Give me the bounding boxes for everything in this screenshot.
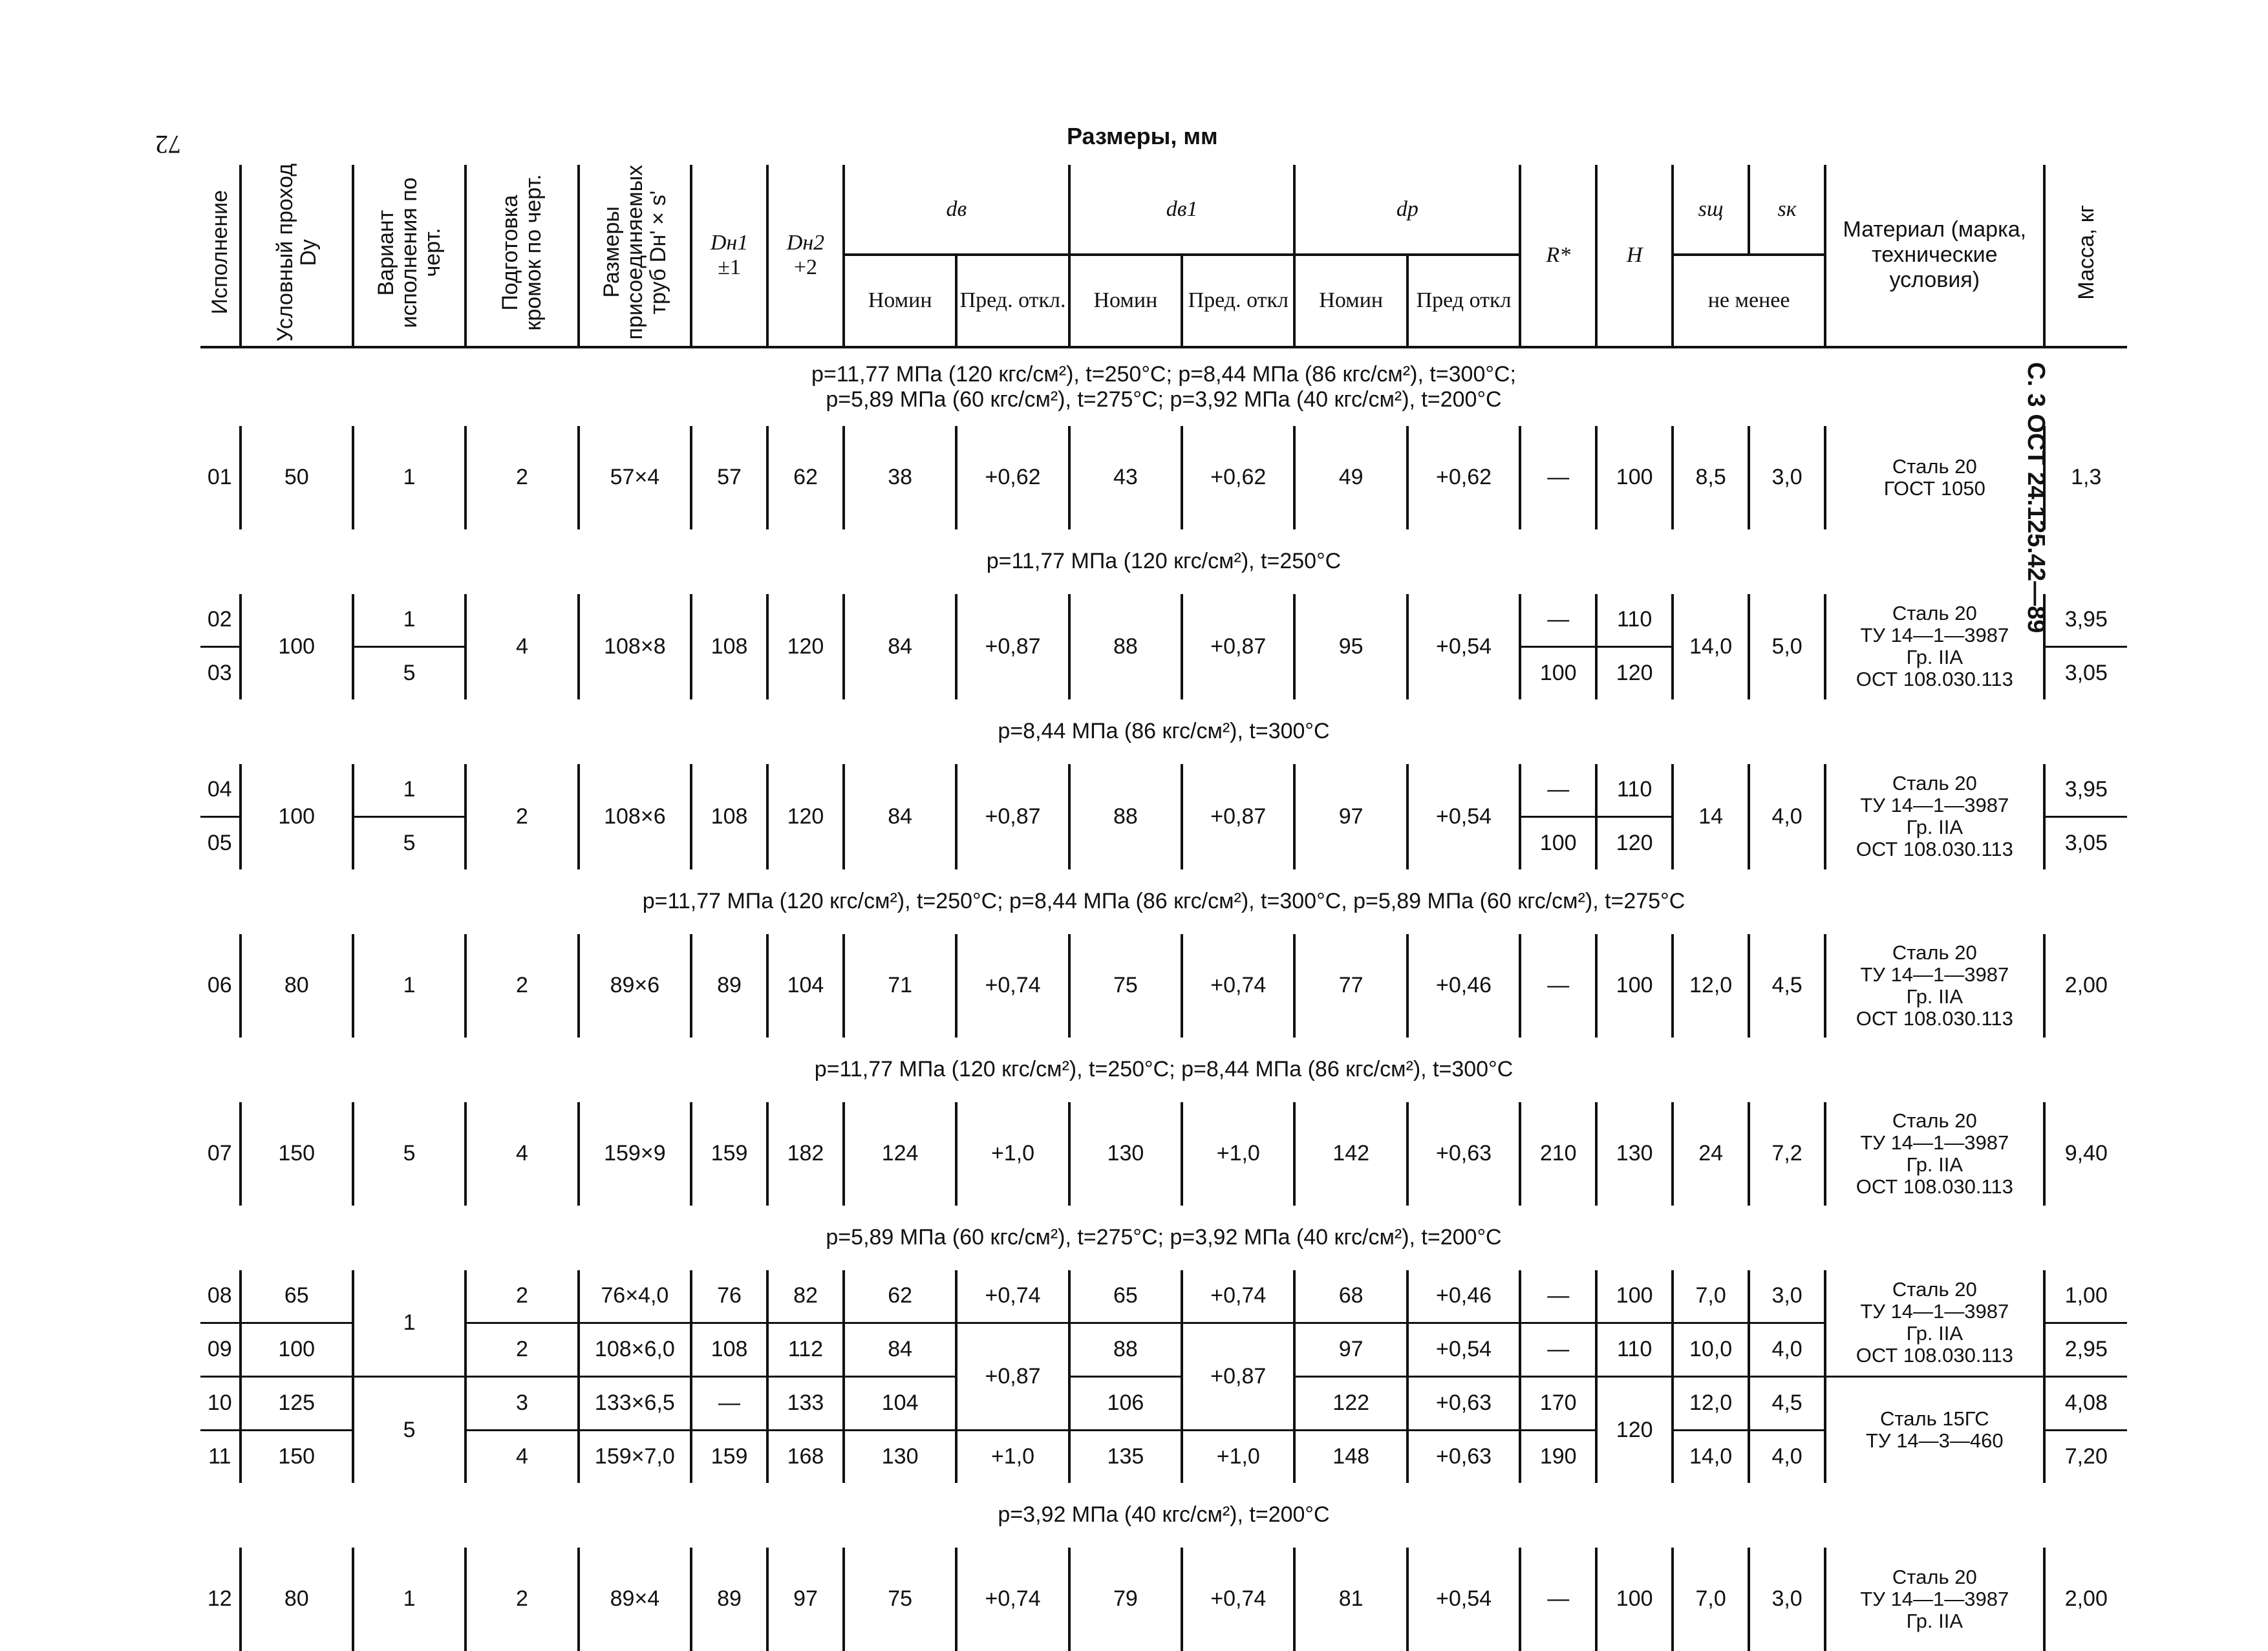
table-cell: +0,54	[1407, 1548, 1520, 1651]
table-cell: 89	[691, 1548, 767, 1651]
table-cell: 130	[1596, 1102, 1673, 1206]
table-row-01	[200, 426, 2127, 529]
table-cell: p=11,77 МПа (120 кгс/см²), t=250°C	[986, 549, 1342, 573]
header-variant: Вариант исполнения по черт.	[353, 165, 465, 347]
table-cell: 7,20	[2044, 1430, 2127, 1483]
table-cell: 14,0	[1673, 594, 1749, 699]
table-cell: 4,0	[1749, 764, 1825, 869]
table-cell: 88	[1069, 1323, 1182, 1376]
table-cell: 79	[1069, 1548, 1182, 1651]
table-cell: +0,62	[1407, 426, 1520, 529]
table-cell: 122	[1294, 1376, 1407, 1430]
table-row-12	[200, 1548, 2127, 1651]
document-code: С. 3 ОСТ 24.125.42—89	[2022, 362, 2049, 634]
table-cell: 110	[1596, 1323, 1673, 1376]
table-cell: 97	[767, 1548, 844, 1651]
table-cell: 11	[200, 1430, 241, 1483]
table-cell: 62	[767, 426, 844, 529]
table-cell: 130	[1069, 1102, 1182, 1206]
condition-row	[200, 1483, 2127, 1548]
table-cell: 110	[1596, 764, 1673, 817]
table-cell: p=11,77 МПа (120 кгс/см²), t=250°C; p=8,44 МПа (86 кгс/см²), t=300°C; p=5,89 МПа (60 кгс/см²), t=275°C; p=3,92 МПа (40 кгс/см²), t=200°C	[811, 361, 1516, 412]
table-cell: 100	[1520, 646, 1596, 699]
table-cell: 159	[691, 1430, 767, 1483]
table-cell: 159×7,0	[579, 1430, 691, 1483]
table-cell: 100	[1596, 426, 1673, 529]
table-cell: 7,0	[1673, 1548, 1749, 1651]
table-cell: 57	[691, 426, 767, 529]
material-cell: Сталь 20 ТУ 14—1—3987 Гр. IIА ОСТ 108.030.113	[1825, 1102, 2044, 1206]
table-cell: 04	[200, 764, 241, 817]
table-cell: 100	[241, 764, 353, 869]
table-cell: 89×4	[579, 1548, 691, 1651]
table-cell: 75	[844, 1548, 956, 1651]
header-dp: dр	[1294, 165, 1520, 255]
table-cell: 1	[353, 594, 465, 647]
table-cell: +1,0	[956, 1102, 1069, 1206]
header-s-sch: sщ	[1673, 165, 1749, 255]
material-cell: Сталь 20 ТУ 14—1—3987 Гр. IIА ОСТ 108.030.113	[1825, 594, 2044, 699]
table-cell: 100	[1596, 1270, 1673, 1323]
table-cell: 159×9	[579, 1102, 691, 1206]
table-cell: +0,74	[1182, 1548, 1294, 1651]
header-ispolnenie: Исполнение	[200, 165, 241, 347]
table-cell: 3,95	[2044, 764, 2127, 817]
table-cell: 88	[1069, 594, 1182, 699]
table-cell: +0,63	[1407, 1102, 1520, 1206]
table-cell: 49	[1294, 426, 1407, 529]
header-uslovny-prohod: Условный проход Dу	[241, 165, 353, 347]
table-cell: 02	[200, 594, 241, 647]
table-cell: 108×6	[579, 764, 691, 869]
table-cell: 2	[465, 934, 578, 1038]
table-cell: 10,0	[1673, 1323, 1749, 1376]
table-row-10	[200, 1376, 2127, 1430]
table-cell: +0,62	[956, 426, 1069, 529]
table-cell: 2,95	[2044, 1323, 2127, 1376]
table-cell: 100	[1596, 1548, 1673, 1651]
table-cell: 4,5	[1749, 934, 1825, 1038]
table-cell: 110	[1596, 594, 1673, 647]
table-cell: 4,0	[1749, 1323, 1825, 1376]
table-cell: 77	[1294, 934, 1407, 1038]
table-cell: 07	[200, 1102, 241, 1206]
table-cell: 38	[844, 426, 956, 529]
table-cell: 01	[200, 426, 241, 529]
header-h: H	[1596, 165, 1673, 347]
table-cell: 210	[1520, 1102, 1596, 1206]
table-cell: +0,63	[1407, 1430, 1520, 1483]
table-row-06	[200, 934, 2127, 1038]
table-cell: +0,54	[1407, 1323, 1520, 1376]
table-cell: 75	[1069, 934, 1182, 1038]
table-cell: 1	[353, 764, 465, 817]
table-cell: 108×8	[579, 594, 691, 699]
table-cell: 12,0	[1673, 1376, 1749, 1430]
table-cell: 05	[200, 816, 241, 869]
table-cell: 65	[1069, 1270, 1182, 1323]
table-cell: 1,00	[2044, 1270, 2127, 1323]
table-caption: Размеры, мм	[1067, 123, 1218, 149]
header-material: Материал (марка, технические условия)	[1825, 165, 2044, 347]
header-dn2: Dн2 +2	[767, 165, 844, 347]
material-cell: Сталь 15ГС ТУ 14—3—460	[1825, 1376, 2044, 1483]
table-cell: 7,2	[1749, 1102, 1825, 1206]
table-cell: p=11,77 МПа (120 кгс/см²), t=250°C; p=8,44 МПа (86 кгс/см²), t=300°C, p=5,89 МПа (60 кгс/см²), t=275°C	[642, 889, 1685, 913]
table-cell: +0,74	[956, 1548, 1069, 1651]
table-cell: 112	[767, 1323, 844, 1376]
table-cell: 5	[353, 646, 465, 699]
table-cell: +1,0	[1182, 1102, 1294, 1206]
table-cell: 03	[200, 646, 241, 699]
table-cell: —	[1520, 1548, 1596, 1651]
table-cell: p=8,44 МПа (86 кгс/см²), t=300°C	[998, 719, 1330, 743]
table-cell: 148	[1294, 1430, 1407, 1483]
table-cell: 108×6,0	[579, 1323, 691, 1376]
material-cell: Сталь 20 ТУ 14—1—3987 Гр. IIА	[1825, 1548, 2044, 1651]
table-cell: 104	[767, 934, 844, 1038]
header-dv-otkl: Пред. откл.	[956, 255, 1069, 346]
table-cell: 120	[767, 764, 844, 869]
table-cell: 5	[353, 816, 465, 869]
table-cell: 120	[1596, 816, 1673, 869]
table-cell: 4	[465, 1430, 578, 1483]
table-cell: +0,74	[956, 1270, 1069, 1323]
table-cell: 7,0	[1673, 1270, 1749, 1323]
table-cell: —	[1520, 1323, 1596, 1376]
table-cell: +0,87	[956, 764, 1069, 869]
table-cell: +0,74	[956, 934, 1069, 1038]
table-cell: p=11,77 МПа (120 кгс/см²), t=250°C; p=8,44 МПа (86 кгс/см²), t=300°C	[814, 1057, 1514, 1081]
table-cell: +0,54	[1407, 764, 1520, 869]
table-cell: +0,87	[1182, 1323, 1294, 1430]
table-cell: 8,5	[1673, 426, 1749, 529]
table-cell: 125	[241, 1376, 353, 1430]
table-cell: 190	[1520, 1430, 1596, 1483]
header-dv1-otkl: Пред. откл	[1182, 255, 1294, 346]
table-cell: 84	[844, 594, 956, 699]
table-cell: 150	[241, 1430, 353, 1483]
table-row-02	[200, 594, 2127, 647]
material-cell: Сталь 20 ТУ 14—1—3987 Гр. IIА ОСТ 108.030.113	[1825, 764, 2044, 869]
table-cell: 84	[844, 764, 956, 869]
table-cell: +0,54	[1407, 594, 1520, 699]
condition-row	[200, 529, 2127, 594]
table-cell: +0,87	[1182, 594, 1294, 699]
header-dv: dв	[844, 165, 1069, 255]
header-podgotovka: Подготовка кромок по черт.	[465, 165, 578, 347]
table-cell: +0,74	[1182, 934, 1294, 1038]
table-cell: 130	[844, 1430, 956, 1483]
table-cell: 4	[465, 1102, 578, 1206]
material-cell: Сталь 20 ГОСТ 1050	[1825, 426, 2044, 529]
header-massa: Масса, кг	[2044, 165, 2127, 347]
table-cell: 1	[353, 934, 465, 1038]
table-cell: 100	[241, 594, 353, 699]
table-cell: 3	[465, 1376, 578, 1430]
table-cell: —	[1520, 764, 1596, 817]
table-cell: 4,0	[1749, 1430, 1825, 1483]
table-cell: 100	[1596, 934, 1673, 1038]
table-cell: +1,0	[956, 1430, 1069, 1483]
table-cell: 80	[241, 1548, 353, 1651]
table-cell: 2,00	[2044, 1548, 2127, 1651]
table-cell: 3,0	[1749, 1548, 1825, 1651]
table-cell: 12,0	[1673, 934, 1749, 1038]
condition-row	[200, 347, 2127, 426]
table-cell: 1	[353, 426, 465, 529]
material-cell: Сталь 20 ТУ 14—1—3987 Гр. IIА ОСТ 108.030.113	[1825, 934, 2044, 1038]
material-cell: Сталь 20 ТУ 14—1—3987 Гр. IIА ОСТ 108.030.113	[1825, 1270, 2044, 1377]
table-cell: +0,74	[1182, 1270, 1294, 1323]
table-cell: 12	[200, 1548, 241, 1651]
table-row-04	[200, 764, 2127, 817]
table-cell: 150	[241, 1102, 353, 1206]
table-cell: 108	[691, 594, 767, 699]
table-cell: 10	[200, 1376, 241, 1430]
dimensions-table	[200, 165, 2127, 1651]
table-cell: 2	[465, 1548, 578, 1651]
table-cell: 08	[200, 1270, 241, 1323]
table-cell: 80	[241, 934, 353, 1038]
page-number: 72	[155, 130, 181, 159]
table-cell: 135	[1069, 1430, 1182, 1483]
table-cell: 97	[1294, 1323, 1407, 1376]
table-cell: 133	[767, 1376, 844, 1430]
table-cell: 65	[241, 1270, 353, 1323]
table-cell: +0,87	[1182, 764, 1294, 869]
table-cell: 2	[465, 1323, 578, 1376]
table-cell: +0,62	[1182, 426, 1294, 529]
table-cell: 82	[767, 1270, 844, 1323]
header-dv1-nomin: Номин	[1069, 255, 1182, 346]
table-cell: 3,95	[2044, 594, 2127, 647]
table-cell: 4,08	[2044, 1376, 2127, 1430]
table-cell: 182	[767, 1102, 844, 1206]
condition-row	[200, 1038, 2127, 1102]
header-ne-menee: не менее	[1673, 255, 1825, 346]
header-r: R*	[1520, 165, 1596, 347]
table-row-08	[200, 1270, 2127, 1323]
table-cell: 3,05	[2044, 646, 2127, 699]
table-cell: +1,0	[1182, 1430, 1294, 1483]
table-cell: 106	[1069, 1376, 1182, 1430]
table-cell: 4	[465, 594, 578, 699]
table-cell: 100	[241, 1323, 353, 1376]
table-cell: 09	[200, 1323, 241, 1376]
table-cell: 89×6	[579, 934, 691, 1038]
table-cell: —	[1520, 1270, 1596, 1323]
table-cell: 142	[1294, 1102, 1407, 1206]
table-cell: 3,05	[2044, 816, 2127, 869]
table-cell: 3,0	[1749, 1270, 1825, 1323]
table-cell: 133×6,5	[579, 1376, 691, 1430]
table-cell: 5	[353, 1376, 465, 1483]
table-cell: 81	[1294, 1548, 1407, 1651]
table-cell: 76×4,0	[579, 1270, 691, 1323]
table-cell: 95	[1294, 594, 1407, 699]
table-cell: —	[1520, 934, 1596, 1038]
header-dv1: dв1	[1069, 165, 1295, 255]
table-cell: —	[1520, 426, 1596, 529]
table-row-07	[200, 1102, 2127, 1206]
table-cell: 108	[691, 764, 767, 869]
table-cell: 43	[1069, 426, 1182, 529]
table-cell: +0,46	[1407, 1270, 1520, 1323]
table-cell: 108	[691, 1323, 767, 1376]
table-cell: 168	[767, 1430, 844, 1483]
table-cell: 3,0	[1749, 426, 1825, 529]
table-cell: +0,46	[1407, 934, 1520, 1038]
table-cell: +0,87	[956, 1323, 1069, 1430]
table-cell: 9,40	[2044, 1102, 2127, 1206]
table-cell: 1,3	[2044, 426, 2127, 529]
table-cell: 120	[767, 594, 844, 699]
table-cell: 84	[844, 1323, 956, 1376]
table-cell: 120	[1596, 646, 1673, 699]
table-cell: 57×4	[579, 426, 691, 529]
table-cell: 24	[1673, 1102, 1749, 1206]
table-cell: 2	[465, 764, 578, 869]
table-cell: p=3,92 МПа (40 кгс/см²), t=200°C	[998, 1502, 1330, 1527]
table-cell: 97	[1294, 764, 1407, 869]
condition-row	[200, 869, 2127, 934]
table-cell: —	[1520, 594, 1596, 647]
table-cell: 76	[691, 1270, 767, 1323]
table-cell: 71	[844, 934, 956, 1038]
table-cell: 104	[844, 1376, 956, 1430]
table-cell: p=5,89 МПа (60 кгс/см²), t=275°C; p=3,92 МПа (40 кгс/см²), t=200°C	[826, 1225, 1502, 1250]
table-cell: 68	[1294, 1270, 1407, 1323]
table-cell: 124	[844, 1102, 956, 1206]
table-cell: 88	[1069, 764, 1182, 869]
table-cell: 14	[1673, 764, 1749, 869]
table-cell: 2,00	[2044, 934, 2127, 1038]
table-cell: 89	[691, 934, 767, 1038]
table-cell: 5,0	[1749, 594, 1825, 699]
table-cell: 120	[1596, 1376, 1673, 1483]
header-dn1: Dн1 ±1	[691, 165, 767, 347]
table-header-row-1	[200, 165, 2127, 255]
table-cell: 170	[1520, 1376, 1596, 1430]
table-cell: 2	[465, 426, 578, 529]
table-cell: 1	[353, 1548, 465, 1651]
table-cell: 06	[200, 934, 241, 1038]
table-cell: +0,63	[1407, 1376, 1520, 1430]
condition-row	[200, 1206, 2127, 1270]
condition-row	[200, 699, 2127, 764]
table-cell: 50	[241, 426, 353, 529]
header-s-k: sк	[1749, 165, 1825, 255]
table-cell: 1	[353, 1270, 465, 1377]
header-razmery: Размеры присоединяемых труб Dн'×s'	[579, 165, 691, 347]
header-dp-otkl: Пред откл	[1407, 255, 1520, 346]
table-cell: 159	[691, 1102, 767, 1206]
table-cell: —	[691, 1376, 767, 1430]
table-cell: 100	[1520, 816, 1596, 869]
table-cell: 4,5	[1749, 1376, 1825, 1430]
table-cell: 5	[353, 1102, 465, 1206]
table-cell: +0,87	[956, 594, 1069, 699]
table-cell: 2	[465, 1270, 578, 1323]
header-dv-nomin: Номин	[844, 255, 956, 346]
table-cell: 62	[844, 1270, 956, 1323]
header-dp-nomin: Номин	[1294, 255, 1407, 346]
table-cell: 14,0	[1673, 1430, 1749, 1483]
